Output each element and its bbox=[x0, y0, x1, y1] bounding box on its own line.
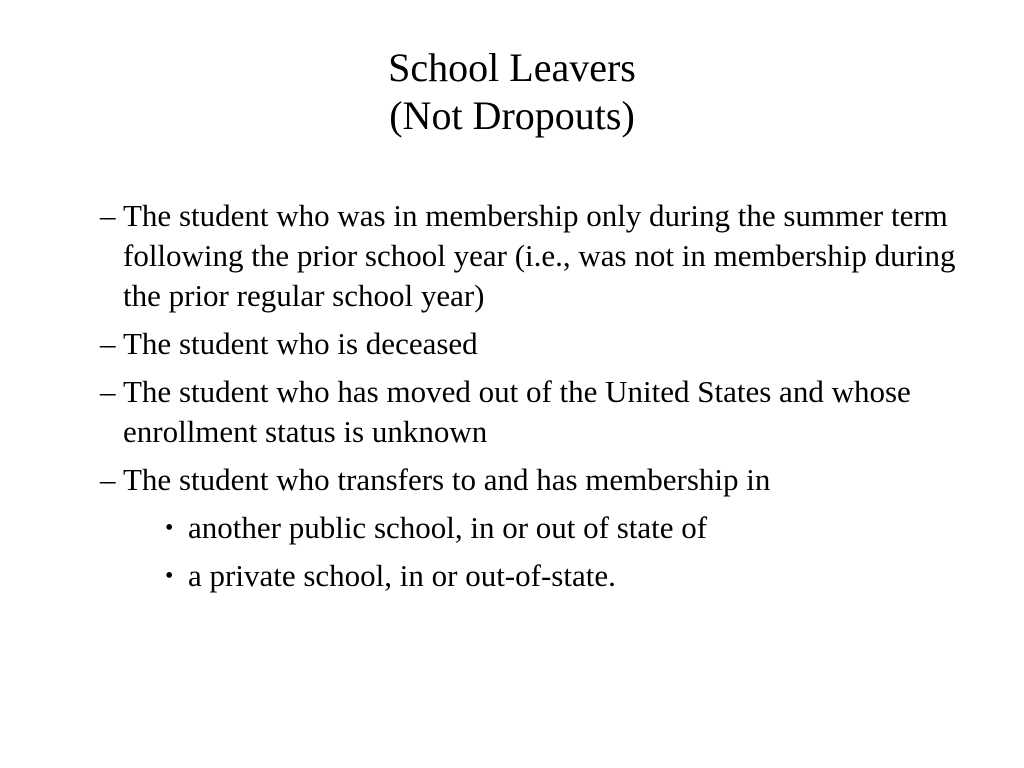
bullet-marker: • bbox=[165, 515, 174, 541]
title-line-1: School Leavers bbox=[388, 45, 636, 90]
sub-list-item-text: a private school, in or out-of-state. bbox=[188, 558, 616, 593]
slide-title bbox=[0, 44, 1024, 140]
dash-marker: – bbox=[100, 326, 116, 361]
list-item-text: The student who has moved out of the United States and whose enrollment status is unknown bbox=[123, 374, 911, 449]
dash-marker: – bbox=[100, 462, 116, 497]
list-item-text: The student who is deceased bbox=[123, 326, 478, 361]
list-item bbox=[100, 196, 980, 316]
list-item-text: The student who transfers to and has membership in bbox=[123, 462, 771, 497]
sub-list-item-text: another public school, in or out of state of bbox=[188, 510, 708, 545]
sub-list-item bbox=[165, 556, 980, 596]
slide-body bbox=[100, 196, 980, 604]
dash-marker: – bbox=[100, 374, 116, 409]
sub-list-item bbox=[165, 508, 980, 548]
list-item bbox=[100, 324, 980, 364]
dash-marker: – bbox=[100, 198, 116, 233]
bullet-marker: • bbox=[165, 563, 174, 589]
list-item bbox=[100, 372, 980, 452]
list-item bbox=[100, 460, 980, 596]
title-line-2: (Not Dropouts) bbox=[389, 93, 635, 138]
list-item-text: The student who was in membership only during the summer term following the prior school year (i.e., was not in membership during the prior regular school year) bbox=[123, 198, 956, 313]
